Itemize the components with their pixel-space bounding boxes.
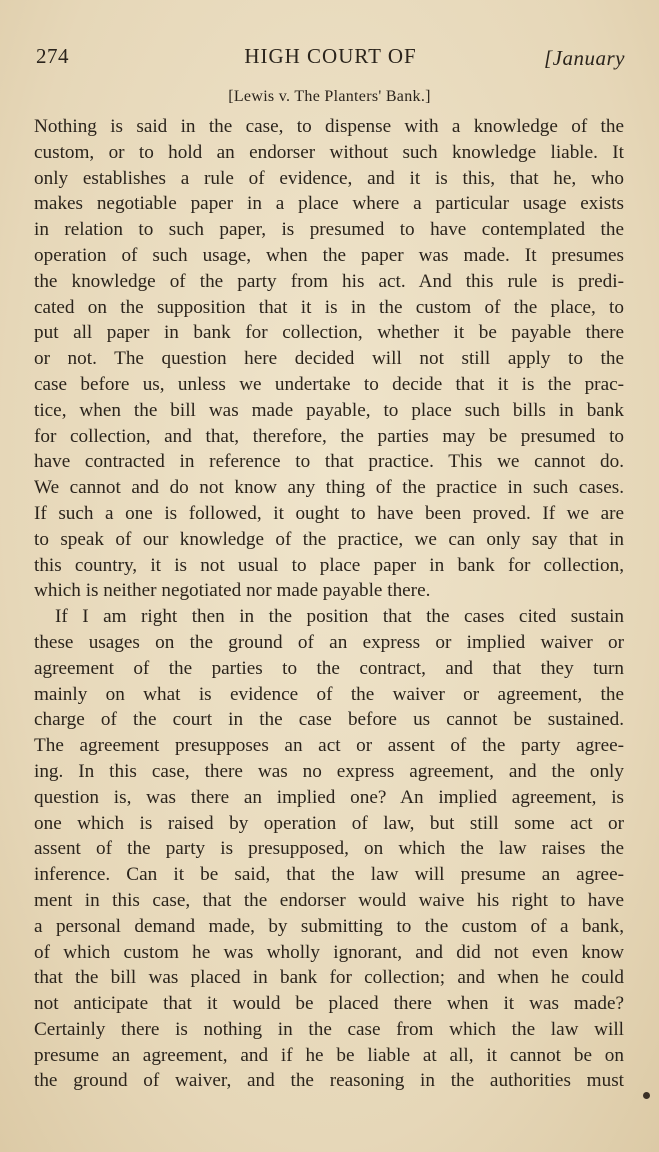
text-line: in relation to such paper, is presumed to have contemplated the <box>34 219 624 241</box>
text-line: ing. In this case, there was no express agreement, and the only <box>34 760 624 782</box>
text-line: to speak of our knowledge of the practice, we can only say that in <box>34 528 624 550</box>
text-line: for collection, and that, therefore, the parties may be presumed to <box>34 425 624 447</box>
text-line: mainly on what is evidence of the waiver or agreement, the <box>34 683 624 705</box>
text-line: not anticipate that it would be placed there when it was made? <box>34 993 624 1015</box>
text-line: these usages on the ground of an express or implied waiver or <box>34 631 624 653</box>
text-line: inference. Can it be said, that the law will presume an agree- <box>34 864 624 886</box>
text-line: a personal demand made, by submitting to the custom of a bank, <box>34 915 624 937</box>
text-line: agreement of the parties to the contract, and that they turn <box>34 657 624 679</box>
text-line: presume an agreement, and if he be liable at all, it cannot be on <box>34 1044 624 1066</box>
text-line: cated on the supposition that it is in the custom of the place, to <box>34 296 624 318</box>
text-line: If such a one is followed, it ought to have been proved. If we are <box>34 502 624 524</box>
text-line: put all paper in bank for collection, whether it be payable there <box>34 322 624 344</box>
text-line: have contracted in reference to that practice. This we cannot do. <box>34 451 624 473</box>
case-name: [Lewis v. The Planters' Bank.] <box>228 88 431 105</box>
text-line: the ground of waiver, and the reasoning in the authorities must <box>34 1070 624 1092</box>
text-line: this country, it is not usual to place paper in bank for collection, <box>34 554 624 576</box>
page-number: 274 <box>36 44 69 68</box>
body-text <box>34 114 624 1094</box>
text-line: which is neither negotiated nor made payable there. <box>34 580 431 602</box>
paragraph <box>34 114 624 604</box>
text-line: We cannot and do not know any thing of the practice in such cases. <box>34 477 624 499</box>
text-line: the knowledge of the party from his act. And this rule is predi- <box>34 270 624 292</box>
text-line: that the bill was placed in bank for collection; and when he could <box>34 967 624 989</box>
text-line: case before us, unless we undertake to decide that it is the prac- <box>34 373 624 395</box>
text-line: The agreement presupposes an act or assent of the party agree- <box>34 735 624 757</box>
text-line: or not. The question here decided will not still apply to the <box>34 348 624 370</box>
text-line: only establishes a rule of evidence, and it is this, that he, who <box>34 167 624 189</box>
text-line: custom, or to hold an endorser without such knowledge liable. It <box>34 141 624 163</box>
text-line: ment in this case, that the endorser would waive his right to have <box>34 889 624 911</box>
text-line: tice, when the bill was made payable, to place such bills in bank <box>34 399 624 421</box>
court-title: HIGH COURT OF <box>244 44 417 68</box>
text-line: operation of such usage, when the paper was made. It presumes <box>34 244 624 266</box>
text-line: of which custom he was wholly ignorant, and did not even know <box>34 941 624 963</box>
term-label: [January <box>544 46 625 70</box>
text-line: one which is raised by operation of law, but still some act or <box>34 812 624 834</box>
running-head <box>36 44 625 74</box>
text-line: makes negotiable paper in a place where a particular usage exists <box>34 193 624 215</box>
text-line: If I am right then in the position that the cases cited sustain <box>55 606 624 628</box>
paragraph <box>34 604 624 1094</box>
text-line: question is, was there an implied one? An implied agreement, is <box>34 786 624 808</box>
text-line: charge of the court in the case before us cannot be sustained. <box>34 709 624 731</box>
ink-spot <box>643 1092 650 1099</box>
text-line: Certainly there is nothing in the case from which the law will <box>34 1018 624 1040</box>
text-line: assent of the party is presupposed, on which the law raises the <box>34 838 624 860</box>
text-line: Nothing is said in the case, to dispense with a knowledge of the <box>34 116 624 137</box>
